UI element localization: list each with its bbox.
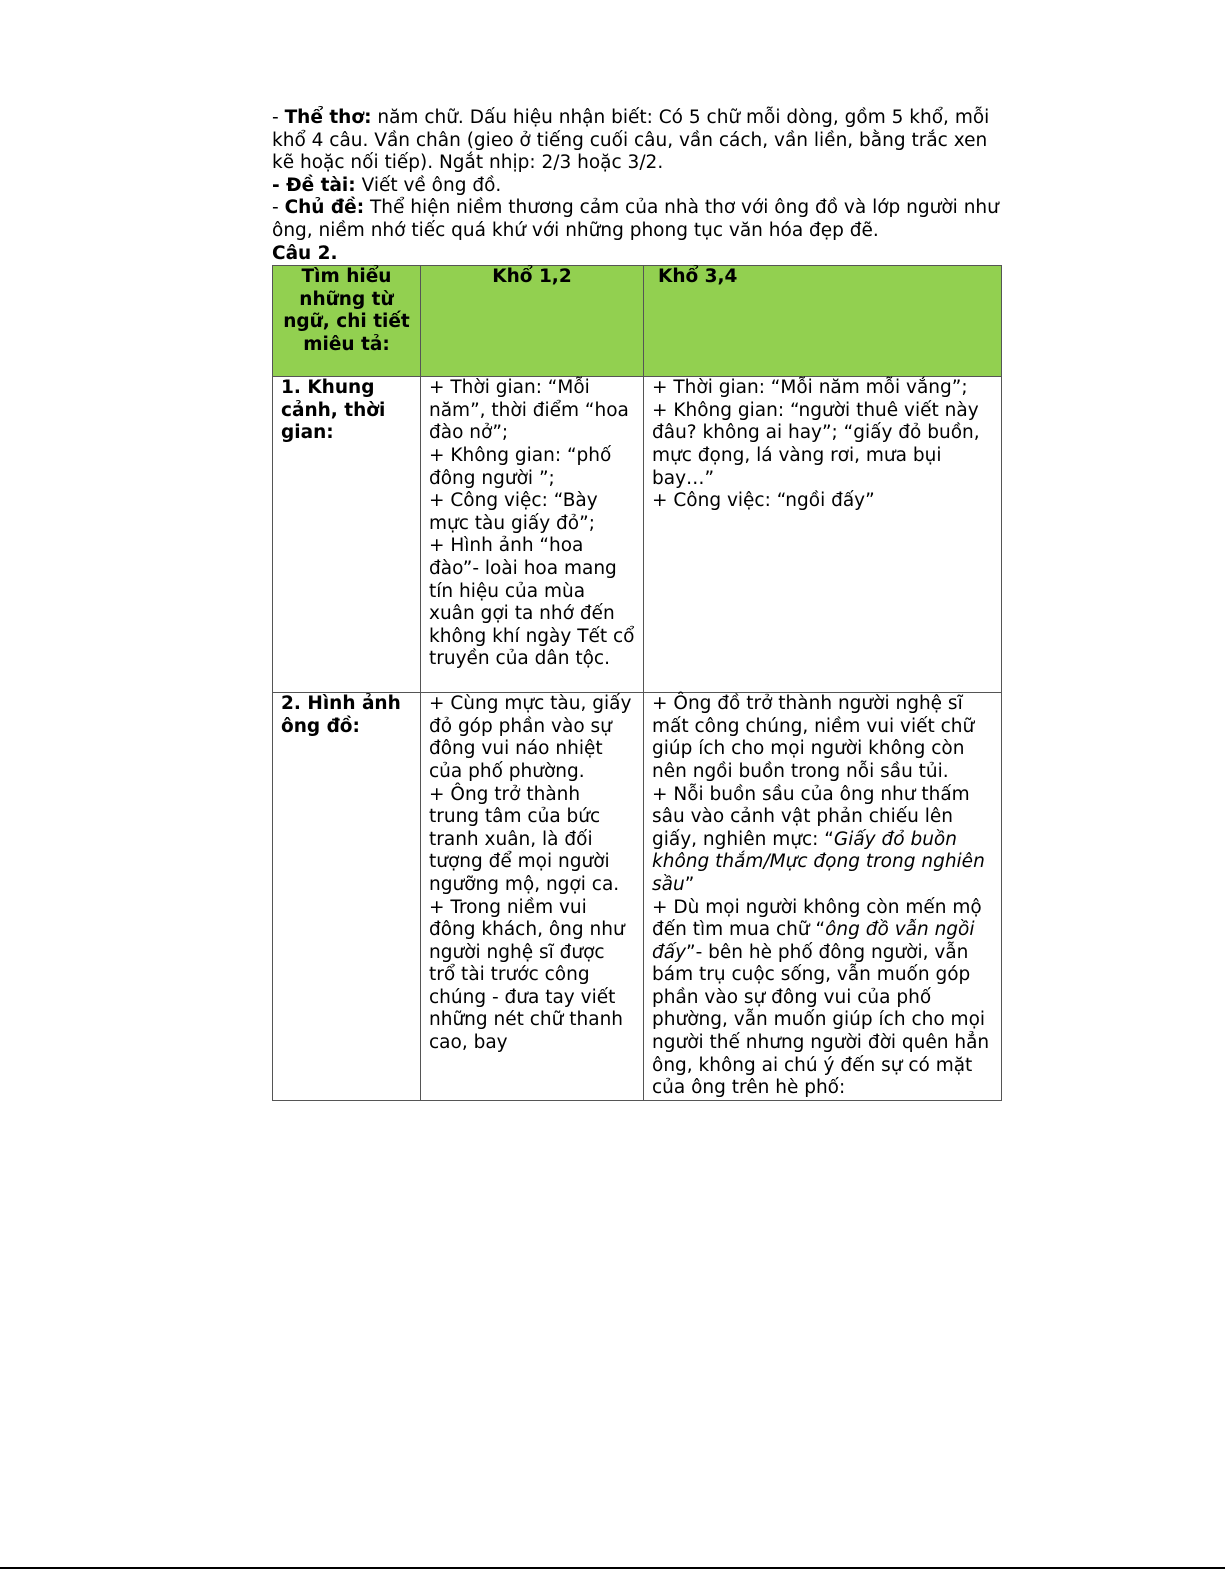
cell-row2-kho12 xyxy=(421,693,644,1101)
row-label-khung-canh: 1. Khung cảnh, thời gian: xyxy=(273,377,421,693)
text-run: + Dù mọi người không còn mến mộ đến tìm mua chữ “ xyxy=(652,896,982,941)
text-de-tai: Viết về ông đồ. xyxy=(355,174,502,196)
paragraph-the-tho xyxy=(272,107,1000,175)
page-bottom-rule xyxy=(0,1567,1225,1569)
row-label-hinh-anh-ong-do: 2. Hình ảnh ông đồ: xyxy=(273,693,421,1101)
list-item: + Ông đồ trở thành người nghệ sĩ mất công chúng, niềm vui viết chữ giúp ích cho mọi người không còn nên ngồi buồn trong nỗi sầu tủi. xyxy=(652,693,975,782)
table-row xyxy=(273,693,1002,1101)
list-item: + Thời gian: “Mỗi năm”, thời điểm “hoa đào nở”; xyxy=(429,377,629,444)
dash: - xyxy=(272,197,285,219)
text-chu-de: Thể hiện niềm thương cảm của nhà thơ với ông đồ và lớp người như ông, niềm nhớ tiếc quá khứ với những phong tục văn hóa đẹp đẽ. xyxy=(272,197,999,241)
cau-2-label: Câu 2. xyxy=(272,242,338,264)
text-run: + Nỗi buồn sầu của ông như thấm sâu vào cảnh vật phản chiếu lên giấy, nghiên mực: “ xyxy=(652,783,970,850)
list-item xyxy=(652,784,993,897)
table-header-row xyxy=(273,266,1002,377)
dash: - xyxy=(272,107,285,128)
text-the-tho: năm chữ. Dấu hiệu nhận biết: Có 5 chữ mỗi dòng, gồm 5 khổ, mỗi khổ 4 câu. Vần chân (gieo ở tiếng cuối câu, vần cách, vần liền, bằng trắc xen kẽ hoặc nối tiếp). Ngắt nhịp: 2/3 hoặc 3/2. xyxy=(272,107,990,174)
header-cell-tim-hieu: Tìm hiểu những từ ngữ, chi tiết miêu tả: xyxy=(273,266,421,377)
list-item: + Ông trở thành trung tâm của bức tranh xuân, là đối tượng để mọi người ngưỡng mộ, ngợi ca. xyxy=(429,783,620,895)
header-cell-kho-1-2: Khổ 1,2 xyxy=(421,266,644,377)
table-row xyxy=(273,377,1002,693)
list-item: + Cùng mực tàu, giấy đỏ góp phần vào sự đông vui náo nhiệt của phố phường. xyxy=(429,693,632,782)
header-cell-kho-3-4: Khổ 3,4 xyxy=(644,266,1002,377)
list-item: + Không gian: “phố đông người ”; xyxy=(429,444,612,489)
list-item: + Hình ảnh “hoa đào”- loài hoa mang tín hiệu của mùa xuân gợi ta nhớ đến không khí ngày Tết cổ truyền của dân tộc. xyxy=(429,535,635,670)
text-run: ”- bên hè phố đông người, vẫn bám trụ cuộc sống, vẫn muốn góp phần vào sự đông vui của phố phường, vẫn muốn giúp ích cho mọi người thế nhưng người đời quên hẳn ông, không ai chú ý đến sự có mặt của ông trên hè phố: xyxy=(652,941,990,1099)
label-the-tho: Thể thơ: xyxy=(284,107,372,128)
analysis-table xyxy=(272,265,1002,1101)
text-run: ” xyxy=(684,873,695,895)
cell-row2-kho34 xyxy=(644,693,1002,1101)
label-chu-de: Chủ đề: xyxy=(284,197,365,219)
heading-cau-2 xyxy=(272,243,1000,266)
quoted-verse: ông đồ vẫn ngồi đấy xyxy=(652,919,975,963)
list-item: + Không gian: “người thuê viết này đâu? không ai hay”; “giấy đỏ buồn, mực đọng, lá vàng rơi, mưa bụi bay…” xyxy=(652,399,980,489)
list-item: + Công việc: “Bày mực tàu giấy đỏ”; xyxy=(429,490,598,534)
paragraph-chu-de xyxy=(272,197,1000,242)
label-de-tai: - Đề tài: xyxy=(272,174,356,196)
paragraph-de-tai xyxy=(272,175,1000,198)
list-item: + Thời gian: “Mỗi năm mỗi vắng”; xyxy=(652,377,968,399)
list-item: + Công việc: “ngồi đấy” xyxy=(652,490,875,512)
cell-row1-kho34 xyxy=(644,377,1002,693)
cell-row1-kho12 xyxy=(421,377,644,693)
list-item: + Trong niềm vui đông khách, ông như người nghệ sĩ được trổ tài trước công chúng - đưa tay viết những nét chữ thanh cao, bay xyxy=(429,896,625,1054)
quoted-verse: Giấy đỏ buồn không thắm/Mực đọng trong nghiên sầu xyxy=(652,828,985,895)
list-item xyxy=(652,897,993,1100)
page-content xyxy=(272,107,1000,1101)
